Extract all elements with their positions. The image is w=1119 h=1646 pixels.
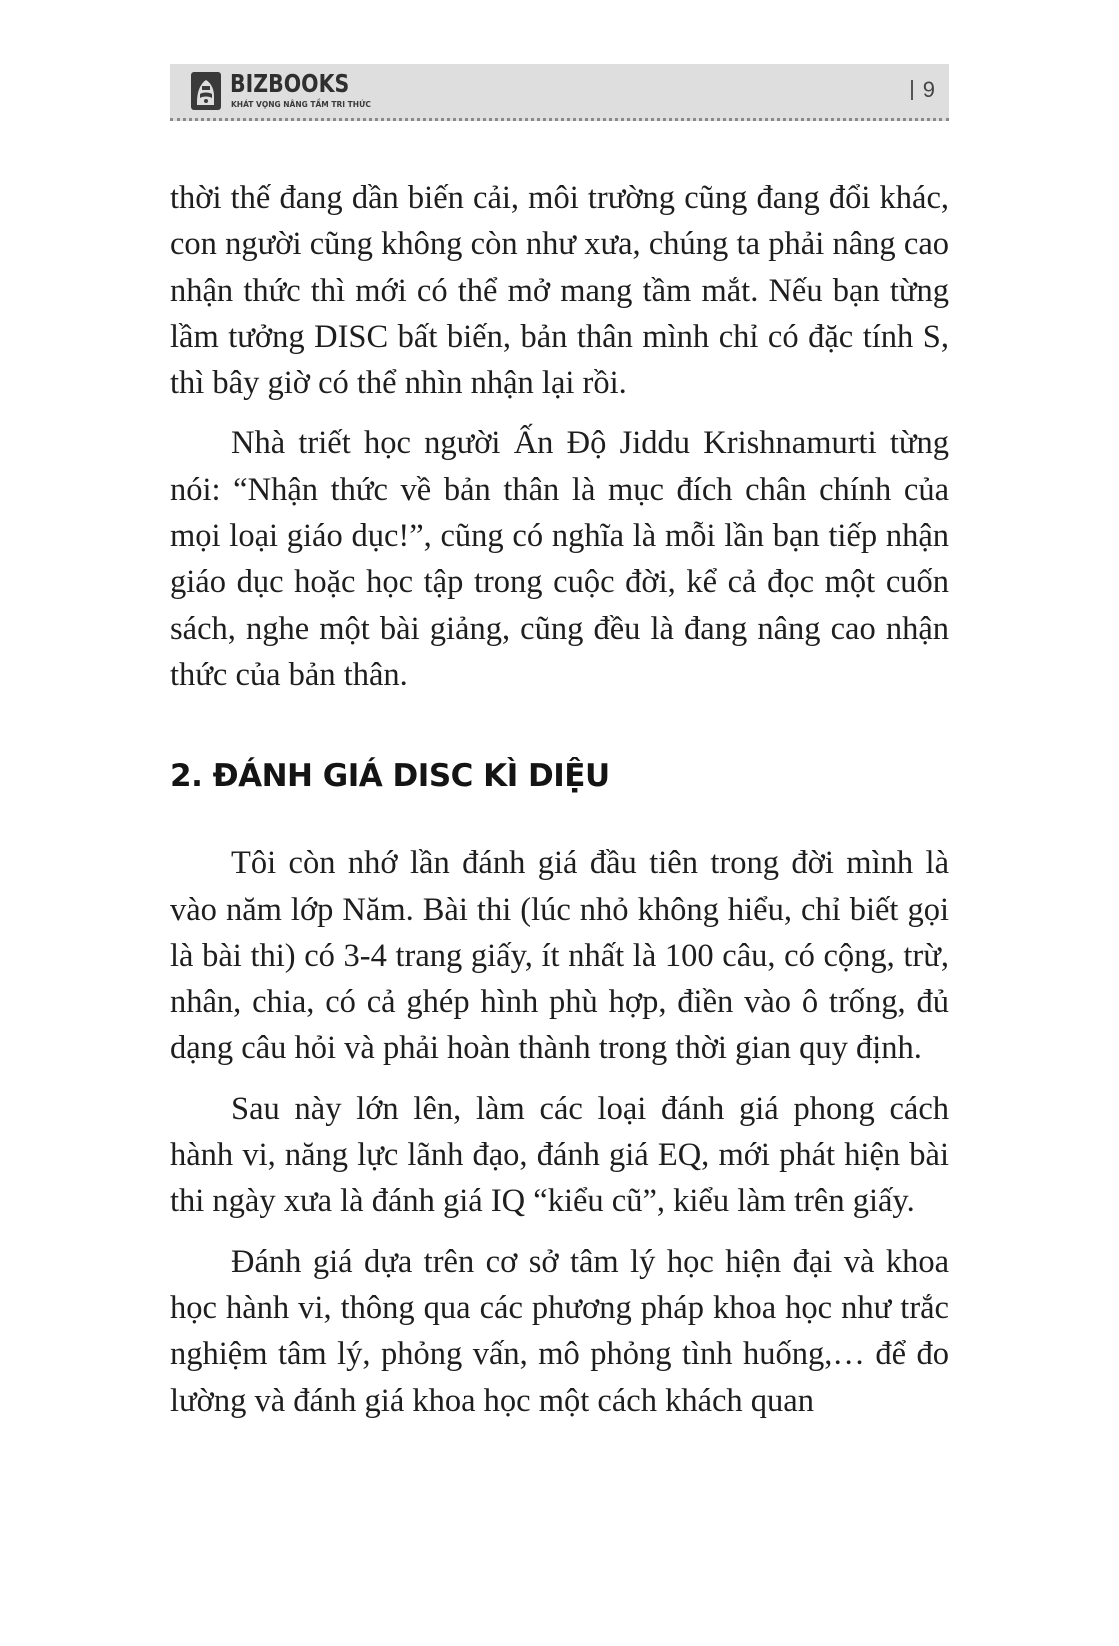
paragraph-5: Đánh giá dựa trên cơ sở tâm lý học hiện đại và khoa học hành vi, thông qua các phương pháp khoa học như trắc nghiệm tâm lý, phỏng vấn, mô phỏng tình huống,… để đo lường và đánh giá khoa học một cách khách quan [170, 1243, 949, 1419]
page-number-value: 9 [922, 77, 935, 102]
section-heading: 2. ĐÁNH GIÁ DISC KÌ DIỆU [170, 758, 610, 795]
brand-tagline: KHÁT VỌNG NÂNG TẦM TRI THỨC [231, 100, 371, 109]
page-number [911, 77, 935, 103]
page-body [170, 175, 949, 1424]
bizbooks-logo-icon [191, 72, 221, 110]
paragraph-4: Sau này lớn lên, làm các loại đánh giá phong cách hành vi, năng lực lãnh đạo, đánh giá EQ, mới phát hiện bài thi ngày xưa là đánh giá IQ “kiểu cũ”, kiểu làm trên giấy. [170, 1090, 949, 1220]
brand-name: BIZBOOKS [230, 69, 350, 98]
page-number-divider [911, 80, 913, 100]
paragraph-3: Tôi còn nhớ lần đánh giá đầu tiên trong đời mình là vào năm lớp Năm. Bài thi (lúc nhỏ không hiểu, chỉ biết gọi là bài thi) có 3-4 trang giấy, ít nhất là 100 câu, có cộng, trừ, nhân, chia, có cả ghép hình phù hợp, điền vào ô trống, đủ dạng câu hỏi và phải hoàn thành trong thời gian quy định. [170, 845, 949, 1067]
running-header [170, 64, 949, 121]
paragraph-1: thời thế đang dần biến cải, môi trường cũng đang đổi khác, con người cũng không còn như xưa, chúng ta phải nâng cao nhận thức thì mới có thể mở mang tầm mắt. Nếu bạn từng lầm tưởng DISC bất biến, bản thân mình chỉ có đặc tính S, thì bây giờ có thể nhìn nhận lại rồi. [170, 180, 949, 402]
paragraph-2: Nhà triết học người Ấn Độ Jiddu Krishnamurti từng nói: “Nhận thức về bản thân là mục đích chân chính của mọi loại giáo dục!”, cũng có nghĩa là mỗi lần bạn tiếp nhận giáo dục hoặc học tập trong cuộc đời, kể cả đọc một cuốn sách, nghe một bài giảng, cũng đều là đang nâng cao nhận thức của bản thân. [170, 425, 949, 693]
